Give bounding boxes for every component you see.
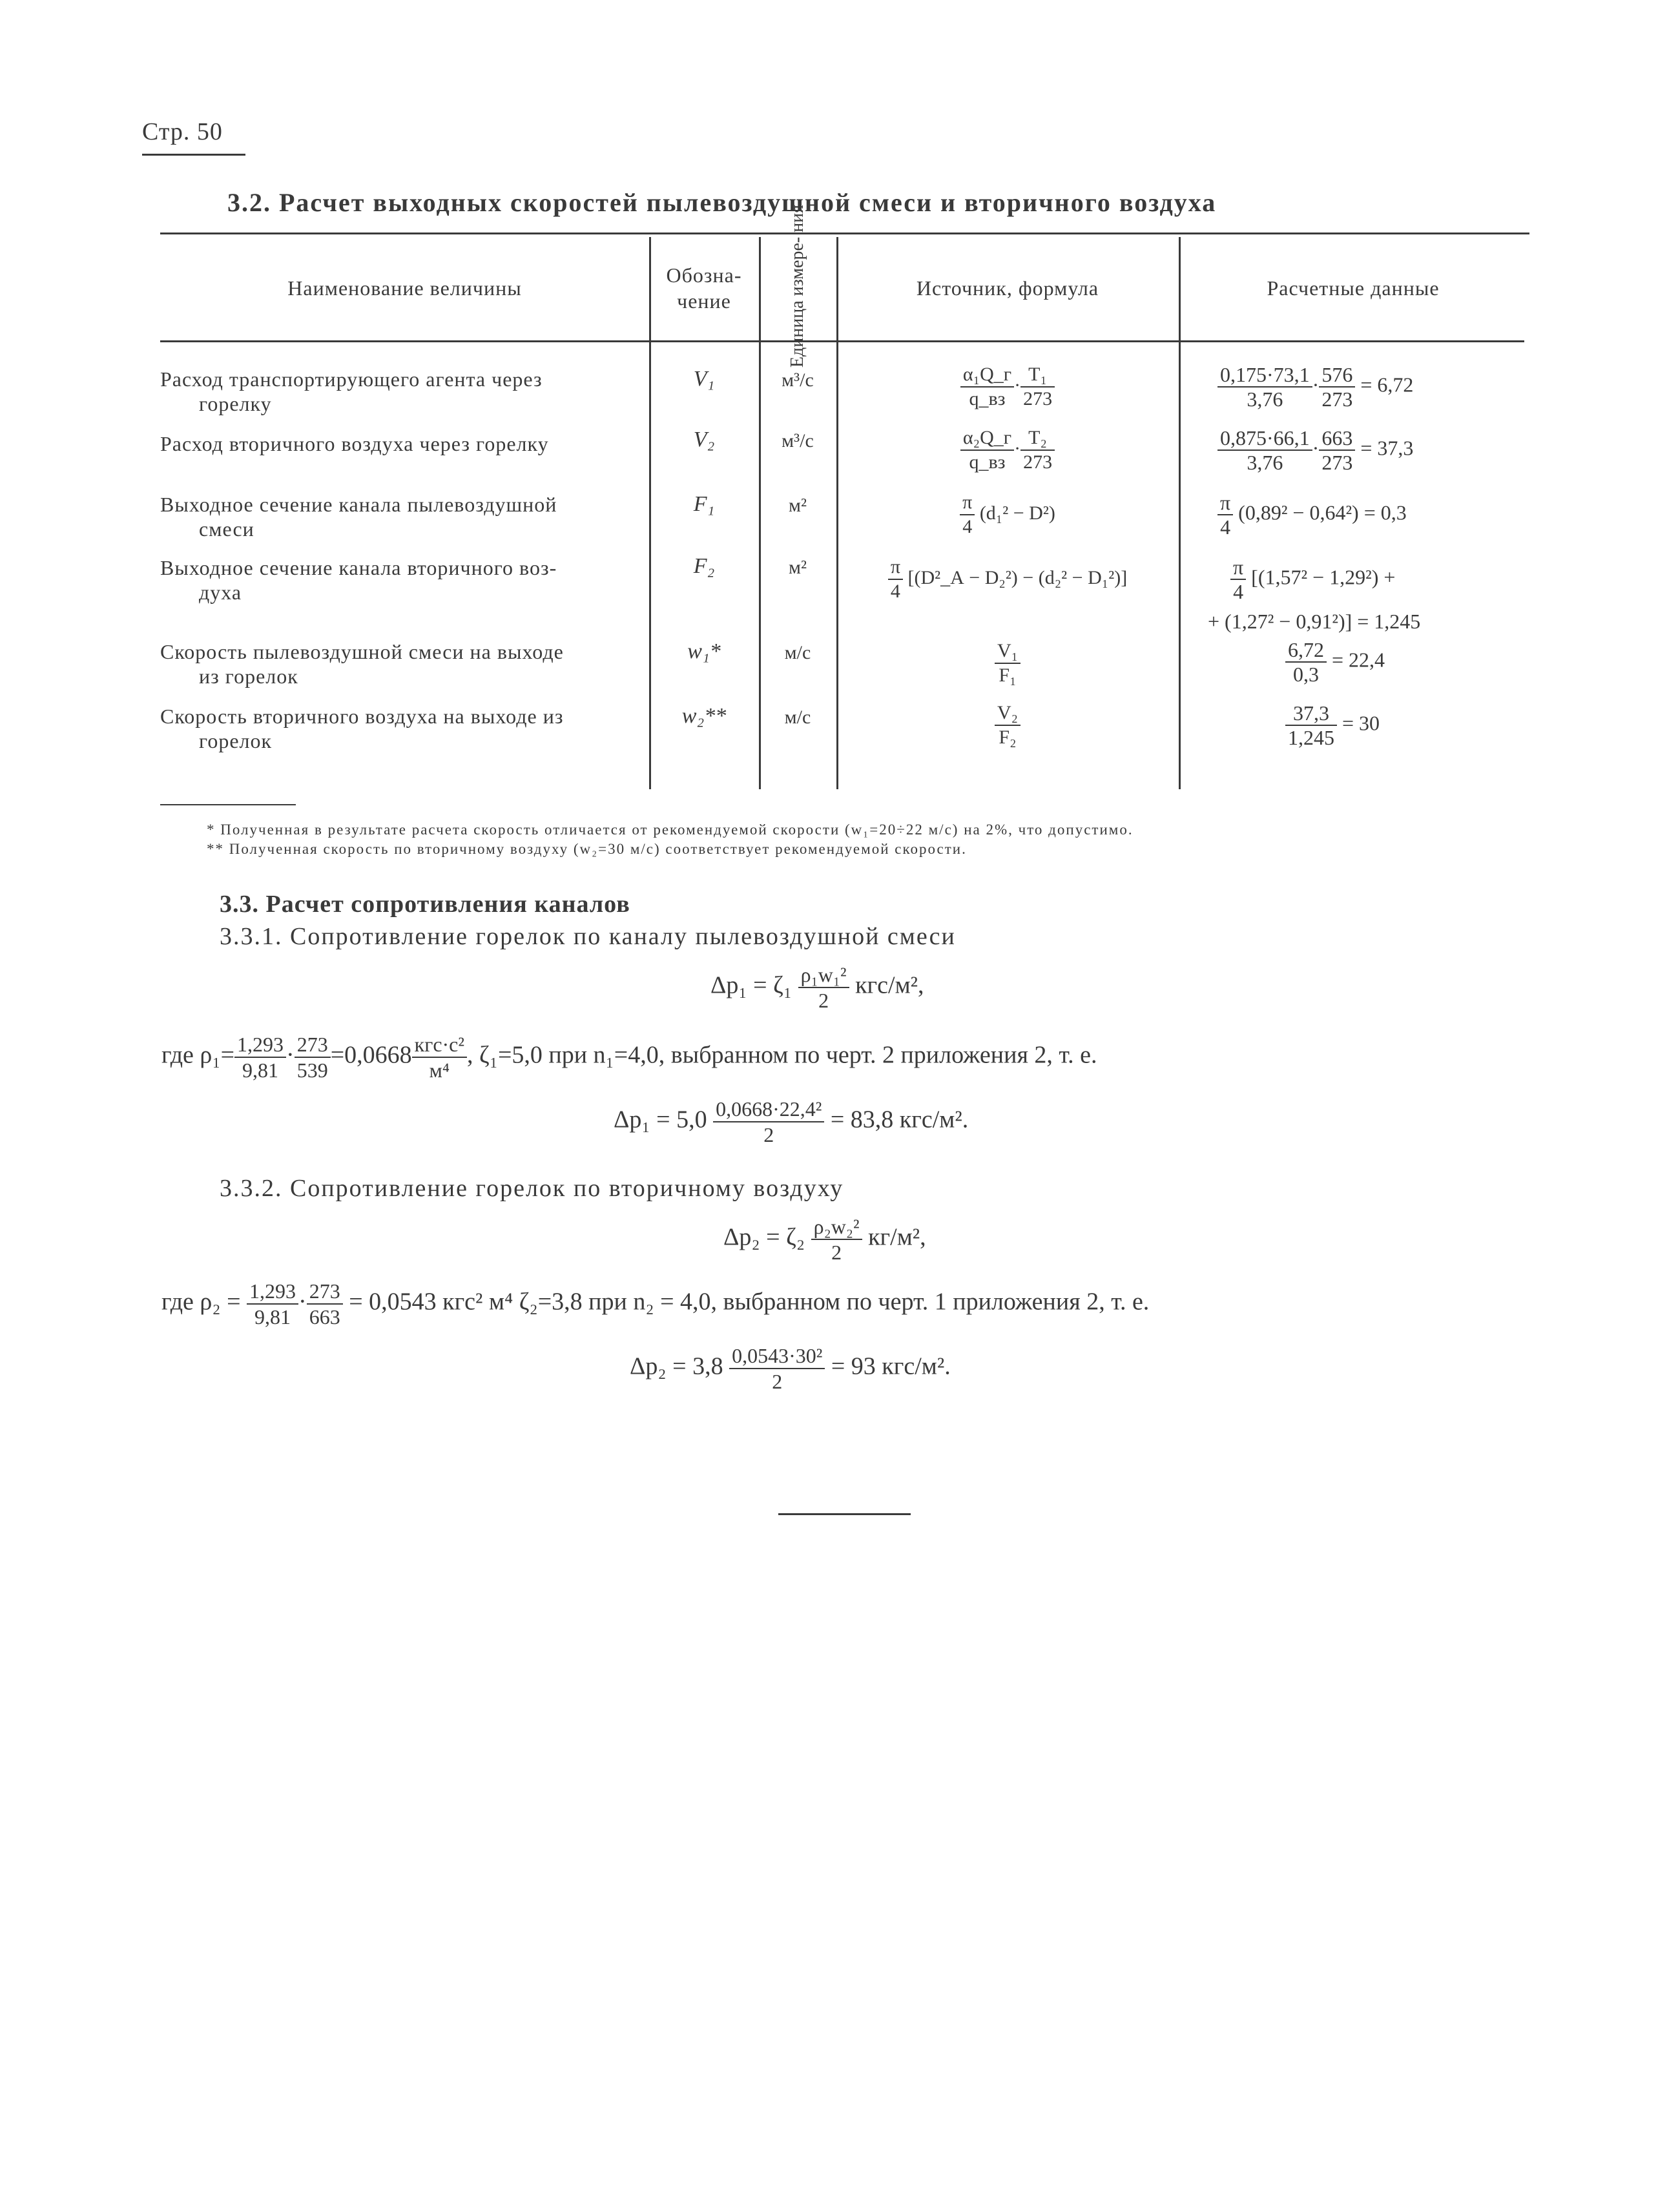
section-heading: 3.3. Расчет сопротивления каналов [220, 891, 630, 918]
table-row-formula: $\frac{\pi}{4}$ (d₁² − D²) [840, 491, 1176, 539]
table-row-symbol: w₂** [681, 704, 727, 728]
table-row-result-cont: + (1,27² − 0,91²)] = 1,245 [1208, 610, 1421, 633]
table-row-result: $\frac{0,875\cdot 66,1}{3,76}$ · $\frac{663}{273}$ = 37,3 [1217, 426, 1413, 474]
table-row-unit: м² [789, 557, 807, 578]
page-number: Стр. 50 [142, 118, 223, 145]
end-rule [778, 1513, 911, 1515]
equation: Δp₁ = ζ₁ $\frac{\text{ρ₁w₁²}}{2}$ кгс/м², [710, 963, 924, 1012]
header-source: Источник, формула [916, 276, 1099, 300]
footnote: * Полученная в результате расчета скорость отличается от рекомендуемой скорости (w₁=20÷22 м/с) на 2%, что допустимо. [207, 822, 1134, 838]
table-row-formula: $\frac{\text{V₂}}{\text{F₂}}$ [840, 701, 1176, 749]
table-row-name: Скорость пылевоздушной смеси на выходе из горелок [160, 640, 564, 688]
page-number-underline [142, 154, 245, 156]
table-row-unit: м² [789, 495, 807, 516]
table-row-result: $\frac{\pi}{4}$ [(1,57² − 1,29²) + [1230, 555, 1395, 603]
subsection-heading: 3.3.1. Сопротивление горелок по каналу пылевоздушной смеси [220, 923, 956, 950]
table-row-formula: $\frac{\text{α₁Q\_г}}{q\_вз}$ · $\frac{\text{T₁}}{273}$ [840, 363, 1176, 411]
col-divider [836, 237, 838, 789]
header-name: Наименование величины [287, 276, 522, 300]
table-row-unit: м/с [784, 642, 811, 663]
equation: Δp₂ = 3,8 $\frac{\text{0,0543·30²}}{2}$ = 93 кгс/м². [630, 1344, 951, 1393]
col-divider [649, 237, 651, 789]
footnote-rule [160, 804, 296, 805]
table-row-result: $\frac{37,3}{1,245}$ = 30 [1285, 701, 1380, 749]
equation-where: где ρ₁= $\frac{1,293}{9,81}$ · $\frac{273}{539}$ =0,0668 $\frac{\text{кгс·с²}}{\text{м⁴}}$ , ζ₁=5,0 при n₁=4,0, выбранном по черт. 2 приложения 2, т. е. [161, 1033, 1097, 1082]
table-row-name: Скорость вторичного воздуха на выходе из горелок [160, 705, 564, 752]
table-row-formula: $\frac{\text{α₂Q\_г}}{q\_вз}$ · $\frac{\text{T₂}}{273}$ [840, 426, 1176, 474]
header-unit: Единица измере- ния [787, 204, 807, 368]
equation-where: где ρ₂ = $\frac{1,293}{9,81}$ · $\frac{273}{663}$ = 0,0543 кгс² м⁴ ζ₂=3,8 при n₂ = 4,0, выбранном по черт. 1 приложения 2, т. е. [161, 1279, 1150, 1328]
section-title: 3.2. Расчет выходных скоростей пылевоздушной смеси и вторичного воздуха [227, 188, 1217, 217]
table-row-result: $\frac{0,175\cdot 73,1}{3,76}$ · $\frac{576}{273}$ = 6,72 [1217, 363, 1413, 411]
table-row-unit: м³/с [782, 369, 814, 391]
equation: Δp₂ = ζ₂ $\frac{\text{ρ₂w₂²}}{2}$ кг/м², [723, 1215, 926, 1264]
table-row-result: $\frac{\pi}{4}$ (0,89² − 0,64²) = 0,3 [1217, 491, 1407, 539]
table-row-name: Расход транспортирующего агента через горелку [160, 367, 543, 415]
col-divider [1179, 237, 1181, 789]
table-row-symbol: V₂ [693, 428, 715, 451]
header-symbol: Обозна- чение [666, 264, 742, 313]
table-row-name: Выходное сечение канала вторичного воз- духа [160, 556, 557, 604]
subsection-heading: 3.3.2. Сопротивление горелок по вторичному воздуху [220, 1175, 844, 1202]
footnote: ** Полученная скорость по вторичному воздуху (w₂=30 м/с) соответствует рекомендуемой скорости. [207, 841, 967, 857]
table-row-name: Расход вторичного воздуха через горелку [160, 432, 549, 455]
table-row-symbol: w₁* [687, 639, 721, 663]
table-row-unit: м/с [784, 707, 811, 728]
table-header-rule [160, 340, 1524, 342]
table-row-symbol: F₂ [693, 554, 715, 578]
table-row-result: $\frac{6,72}{0,3}$ = 22,4 [1285, 638, 1385, 686]
table-row-formula: $\frac{\pi}{4}$ [(D²_А − D₂²) − (d₂² − D₁²)] [840, 555, 1176, 603]
header-result: Расчетные данные [1267, 276, 1440, 300]
table-row-symbol: V₁ [693, 367, 715, 391]
table-row-symbol: F₁ [693, 492, 715, 516]
table-top-rule [160, 233, 1529, 234]
table-row-name: Выходное сечение канала пылевоздушной смеси [160, 493, 557, 541]
table-row-unit: м³/с [782, 430, 814, 451]
table-row-formula: $\frac{\text{V₁}}{\text{F₁}}$ [840, 639, 1176, 687]
equation: Δp₁ = 5,0 $\frac{\text{0,0668·22,4²}}{2}$ = 83,8 кгс/м². [614, 1097, 969, 1146]
